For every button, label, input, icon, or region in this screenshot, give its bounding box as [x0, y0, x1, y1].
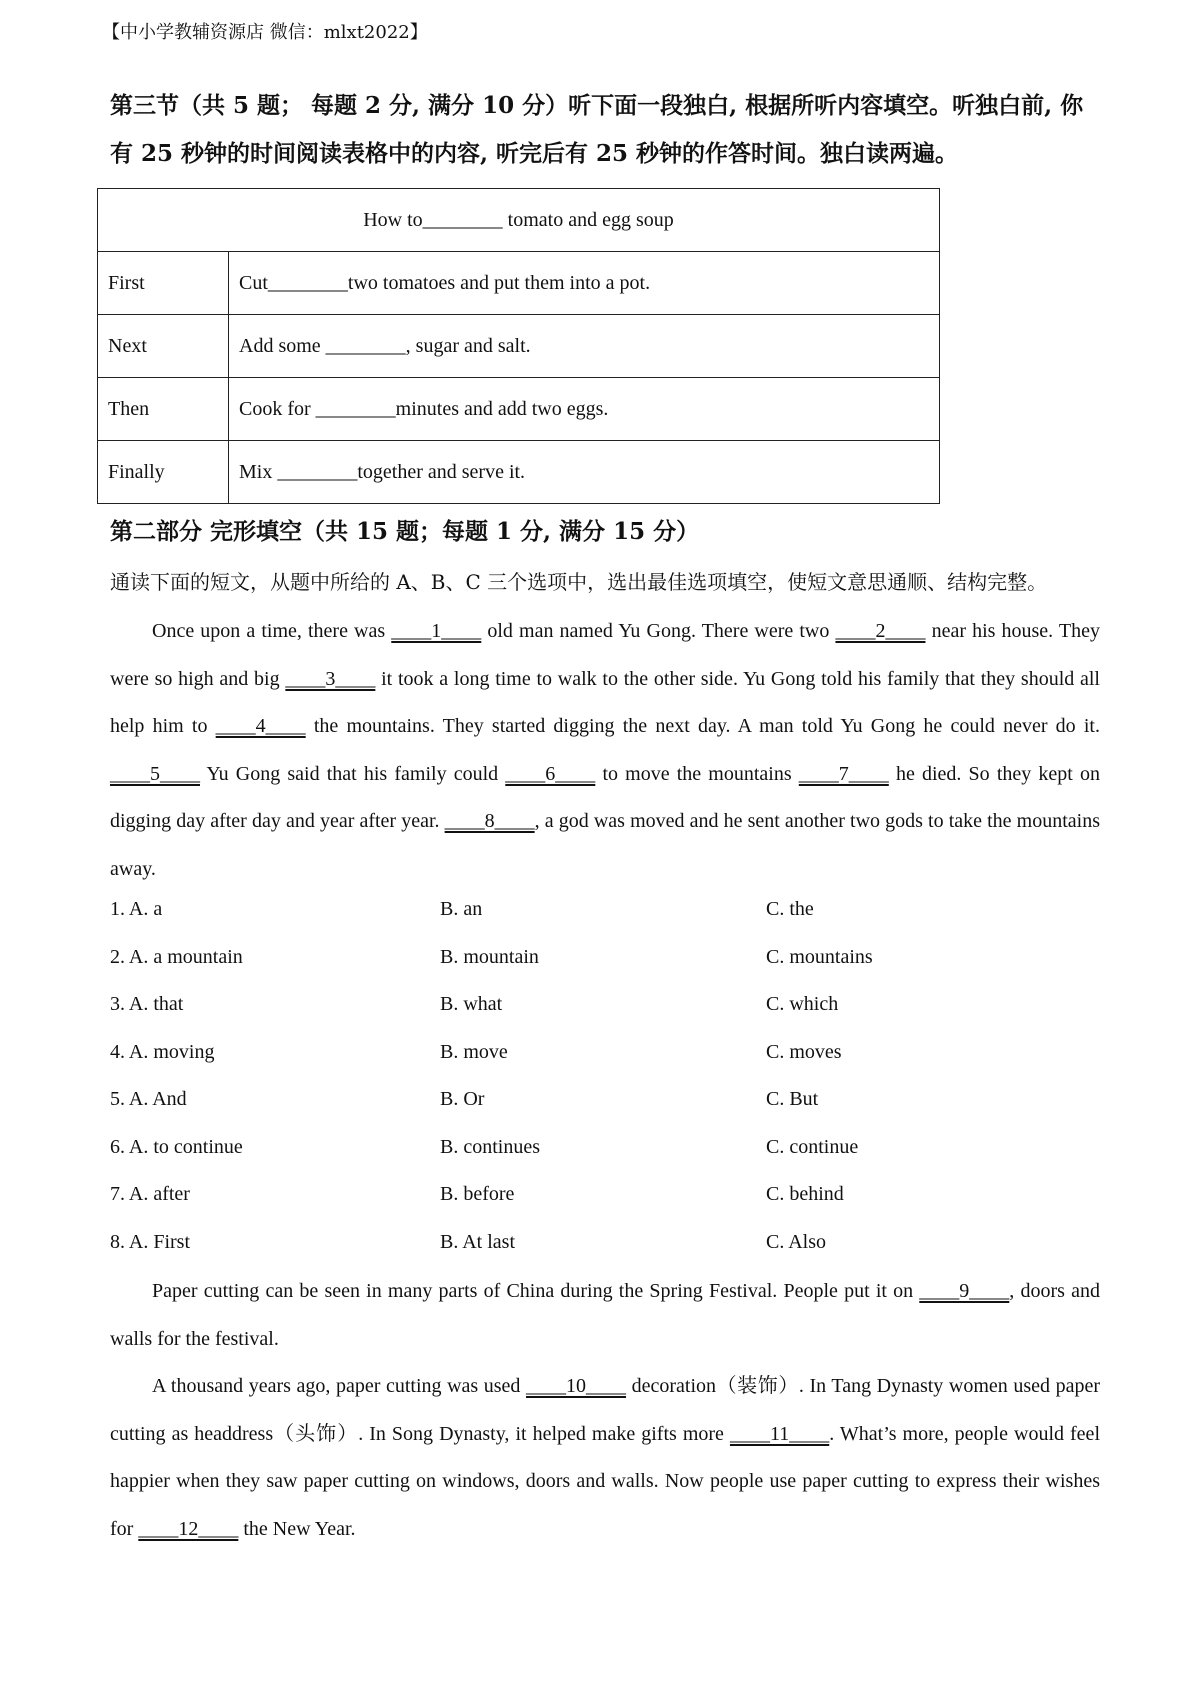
- table-text: Mix ________together and serve it.: [229, 441, 940, 504]
- passage-2: [110, 1268, 1100, 1363]
- options-list: [110, 886, 1100, 1266]
- option-row: [110, 1029, 1100, 1077]
- passage-text: , a god was moved and he sent another two gods to take the mountains away.: [110, 810, 1100, 880]
- passage-text: Once upon a time, there was: [152, 620, 392, 642]
- table-title: How to________ tomato and egg soup: [98, 189, 940, 252]
- option-b: B. an: [440, 898, 483, 920]
- option-c: C. But: [766, 1088, 819, 1110]
- passage-text: old man named Yu Gong. There were two: [481, 620, 836, 642]
- table-step: First: [98, 252, 229, 315]
- passage-text: Yu Gong said that his family could: [200, 762, 506, 785]
- blank-11: ____11____: [729, 1422, 830, 1445]
- page-header: 【中小学教辅资源店 微信：mlxt2022】: [102, 22, 428, 43]
- option-row: [110, 934, 1100, 982]
- option-b: B. mountain: [440, 945, 539, 968]
- option-a: 3. A. that: [110, 993, 184, 1015]
- passage-1: [110, 608, 1100, 893]
- passage-3: [110, 1363, 1100, 1553]
- table-text: Cook for ________minutes and add two eggs.: [229, 378, 940, 441]
- passage-text: he died. So they kept on digging day after day and year after year.: [110, 762, 1100, 832]
- option-a: 4. A. moving: [110, 1040, 215, 1063]
- blank-4: ____4____: [215, 715, 306, 737]
- table-title-row: [98, 189, 940, 252]
- passage-text: A thousand years ago, paper cutting was used: [152, 1375, 527, 1397]
- option-row: [110, 886, 1100, 934]
- section3-title: [110, 82, 1100, 178]
- part2-instruction: 通读下面的短文，从题中所给的 A、B、C 三个选项中，选出最佳选项填空，使短文意思通顺、结构完整。: [110, 570, 1048, 594]
- option-c: C. Also: [766, 1230, 827, 1253]
- option-row: [110, 1124, 1100, 1172]
- option-row: [110, 1171, 1100, 1219]
- option-c: C. which: [766, 993, 839, 1015]
- option-row: [110, 1076, 1100, 1124]
- option-b: B. Or: [440, 1088, 485, 1110]
- table-step: Finally: [98, 441, 229, 504]
- blank-12: ____12____: [138, 1517, 239, 1540]
- blank-3: ____3____: [285, 667, 376, 690]
- option-a: 6. A. to continue: [110, 1135, 243, 1158]
- option-a: 8. A. First: [110, 1230, 191, 1253]
- option-c: C. mountains: [766, 945, 873, 968]
- passage-text: the mountains. They started digging the next day. A man told Yu Gong he could never do it.: [305, 715, 1100, 737]
- option-b: B. At last: [440, 1230, 516, 1253]
- option-b: B. what: [440, 993, 503, 1015]
- table-text: Cut________two tomatoes and put them into a pot.: [229, 252, 940, 315]
- option-a: 1. A. a: [110, 898, 163, 920]
- option-a: 5. A. And: [110, 1088, 187, 1110]
- option-c: C. the: [766, 898, 814, 920]
- table-row: [98, 252, 940, 315]
- blank-6: ____6____: [505, 762, 596, 785]
- option-b: B. continues: [440, 1135, 540, 1158]
- table-step: Next: [98, 315, 229, 378]
- section3-line1: 第三节（共 5 题； 每题 2 分, 满分 10 分）听下面一段独白, 根据所听内容填空。听独白前, 你: [110, 92, 1084, 119]
- option-c: C. moves: [766, 1040, 842, 1063]
- passage-text: , doors and walls for the festival.: [110, 1280, 1100, 1350]
- passage-text: Paper cutting can be seen in many parts of China during the Spring Festival. People put it on: [152, 1280, 920, 1302]
- passage-text: decoration（装饰）. In Tang Dynasty women used paper cutting as headdress（头饰）. In Song Dynasty, it helped make gifts more: [110, 1375, 1101, 1445]
- table-row: [98, 315, 940, 378]
- blank-1: ____1____: [391, 620, 482, 642]
- option-b: B. before: [440, 1183, 515, 1205]
- blank-7: ____7____: [798, 762, 889, 785]
- table-text: Add some ________, sugar and salt.: [229, 315, 940, 378]
- passage-text: to move the mountains: [595, 762, 799, 785]
- passage-text: near his house. They were so high and big: [110, 620, 1100, 690]
- option-row: [110, 1219, 1100, 1267]
- passage-text: . What’s more, people would feel happier when they saw paper cutting on windows, doors and walls. Now people use paper cutting to express their wishes for: [110, 1422, 1100, 1540]
- table-step: Then: [98, 378, 229, 441]
- blank-10: ____10____: [526, 1375, 627, 1397]
- part2-title: 第二部分 完形填空（共 15 题；每题 1 分, 满分 15 分）: [110, 518, 700, 545]
- option-a: 7. A. after: [110, 1183, 190, 1205]
- table-row: [98, 441, 940, 504]
- passage-text: it took a long time to walk to the other side. Yu Gong told his family that they should all help him to: [110, 667, 1100, 737]
- table-row: [98, 378, 940, 441]
- blank-2: ____2____: [835, 620, 926, 642]
- blank-9: ____9____: [919, 1280, 1010, 1302]
- option-c: C. behind: [766, 1183, 844, 1205]
- recipe-table: [97, 188, 940, 504]
- blank-5: ____5____: [110, 762, 200, 785]
- blank-8: ____8____: [444, 810, 535, 832]
- passage-text: the New Year.: [238, 1517, 356, 1540]
- option-row: [110, 981, 1100, 1029]
- option-a: 2. A. a mountain: [110, 945, 243, 968]
- option-c: C. continue: [766, 1135, 859, 1158]
- section3-line2: 有 25 秒钟的时间阅读表格中的内容, 听完后有 25 秒钟的作答时间。独白读两遍。: [110, 140, 959, 167]
- option-b: B. move: [440, 1040, 508, 1063]
